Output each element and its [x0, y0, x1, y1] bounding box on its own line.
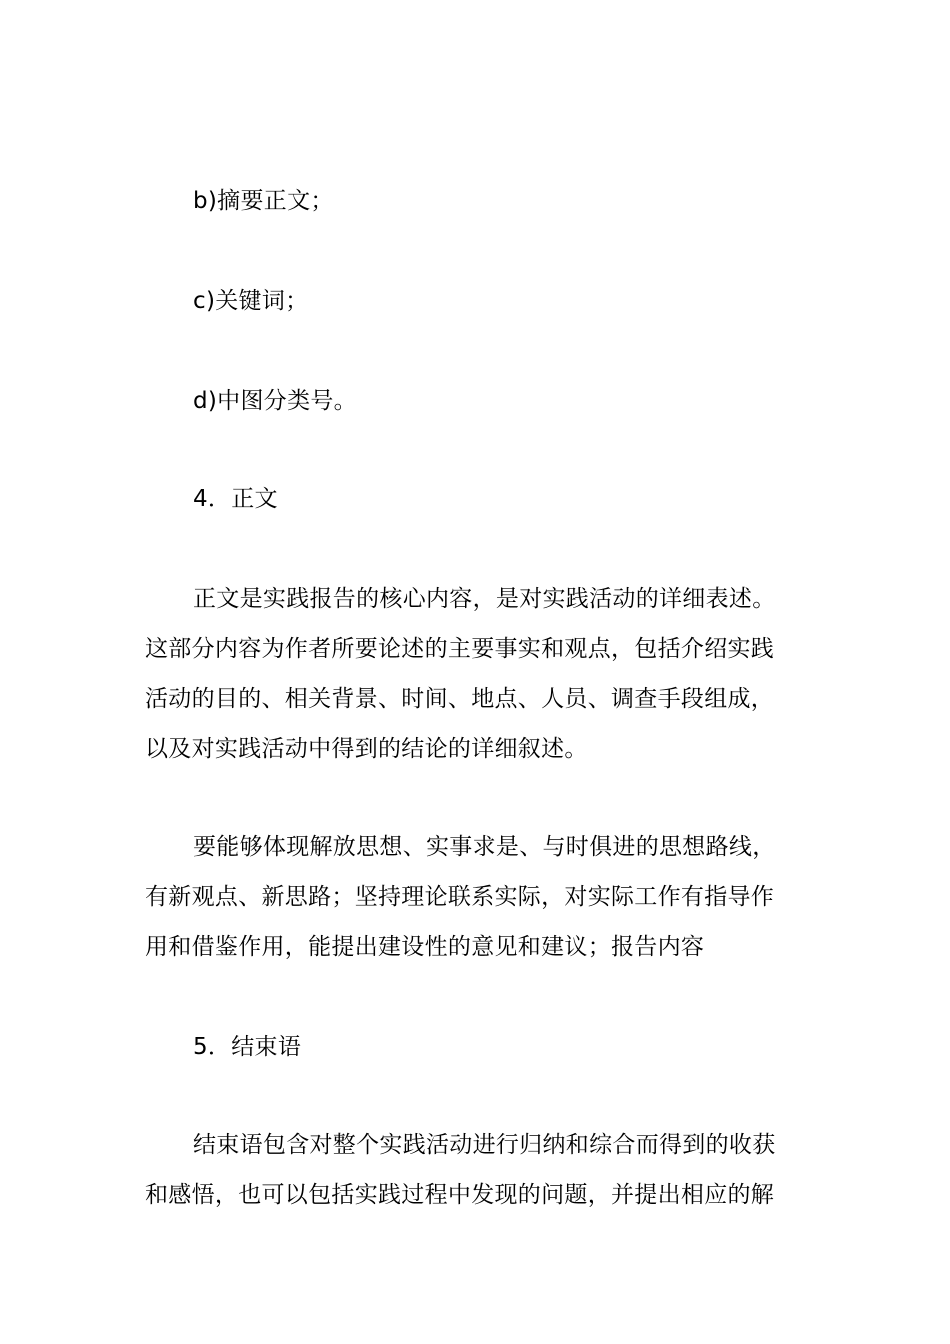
section-4-para2-line: 要能够体现解放思想、实事求是、与时俱进的思想路线， [193, 834, 776, 860]
section-4-para1-line: 活动的目的、相关背景、时间、地点、人员、调查手段组成， [145, 686, 775, 712]
section-5-para1-line: 结束语包含对整个实践活动进行归纳和综合而得到的收获 [193, 1132, 776, 1158]
section-4-para1-line: 正文是实践报告的核心内容，是对实践活动的详细表述。 [193, 586, 776, 612]
section-4-para1-line: 这部分内容为作者所要论述的主要事实和观点，包括介绍实践 [145, 636, 775, 662]
section-4-para1-line: 以及对实践活动中得到的结论的详细叙述。 [145, 736, 588, 762]
section-4-para2-line: 有新观点、新思路；坚持理论联系实际，对实际工作有指导作 [145, 884, 775, 910]
list-item-b: b)摘要正文； [193, 188, 334, 214]
list-item-c: c)关键词； [193, 288, 309, 314]
section-5-para1-line: 和感悟，也可以包括实践过程中发现的问题，并提出相应的解 [145, 1182, 775, 1208]
list-item-d: d)中图分类号。 [193, 388, 357, 414]
section-5-heading: 5．结束语 [193, 1034, 302, 1060]
section-4-heading: 4．正文 [193, 486, 278, 512]
section-4-para2-line: 用和借鉴作用，能提出建设性的意见和建议；报告内容 [145, 934, 705, 960]
